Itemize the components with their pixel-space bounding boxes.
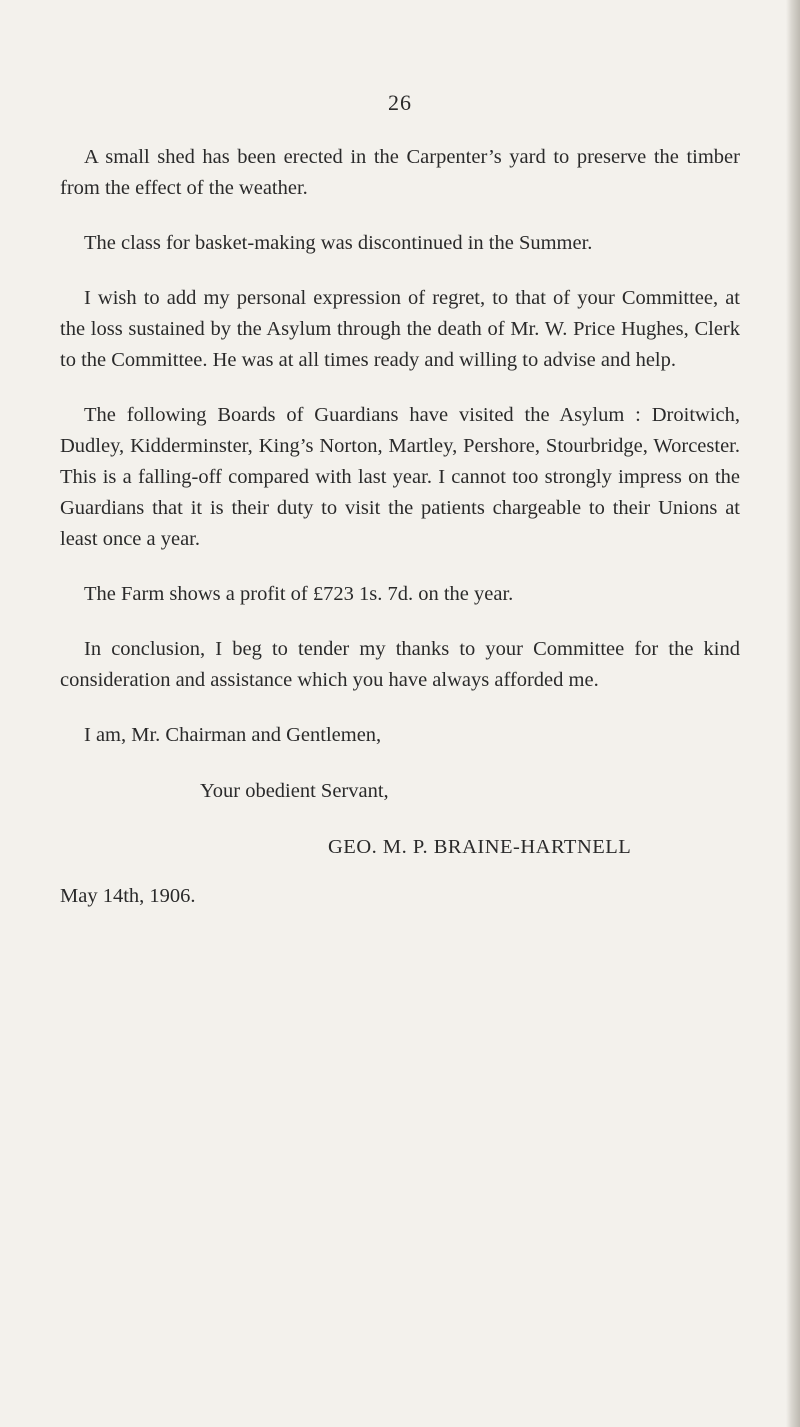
paragraph-farm: The Farm shows a profit of £723 1s. 7d. on the year. xyxy=(84,583,514,605)
paragraph-guardians: The following Boards of Guardians have visited the Asylum : Droitwich, Dudley, Kidderminster, King’s Norton, Martley, Pershore, Stourbridge, Worcester. This is a falling-off compared with last year. I cannot too strongly impress on the Guardians that it is their duty to visit the patients chargeable to their Unions at least once a year. xyxy=(60,404,740,550)
report-body xyxy=(60,142,740,912)
paragraph-basket-making: The class for basket-making was discontinued in the Summer. xyxy=(84,232,593,254)
page-edge-shadow xyxy=(786,0,800,1427)
paragraph-conclusion: In conclusion, I beg to tender my thanks to your Committee for the kind consideration and assistance which you have always afforded me. xyxy=(60,638,740,691)
salutation: I am, Mr. Chairman and Gentlemen, xyxy=(84,724,382,746)
date-line: May 14th, 1906. xyxy=(60,885,196,907)
paragraph-shed: A small shed has been erected in the Carpenter’s yard to preserve the timber from the effect of the weather. xyxy=(60,146,740,199)
page-number: 26 xyxy=(388,90,412,115)
signature: GEO. M. P. BRAINE-HARTNELL xyxy=(328,836,632,858)
valediction: Your obedient Servant, xyxy=(200,780,389,802)
paragraph-regret: I wish to add my personal expression of regret, to that of your Committee, at the loss sustained by the Asylum through the death of Mr. W. Price Hughes, Clerk to the Committee. He was at all times ready and willing to advise and help. xyxy=(60,287,740,371)
